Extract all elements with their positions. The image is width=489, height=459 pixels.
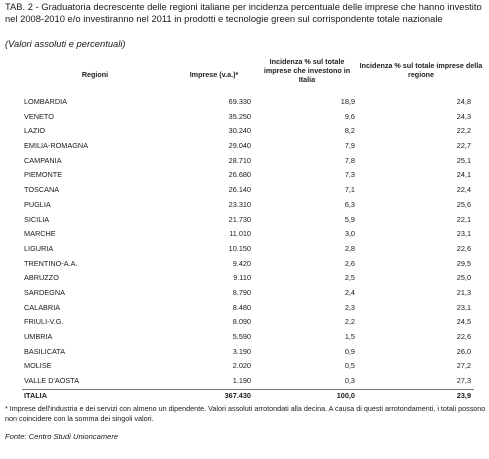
cell-imprese: 3.190 [232, 346, 251, 356]
cell-imprese: 5.590 [232, 332, 251, 341]
cell-regione: VALLE D'AOSTA [24, 376, 80, 386]
table-row [0, 242, 489, 257]
table-total-row [0, 389, 489, 404]
cell-incidenza-regione: 23,1 [456, 229, 471, 239]
cell-regione: VENETO [24, 111, 54, 121]
table-row [0, 124, 489, 139]
cell-imprese: 69.330 [228, 97, 251, 106]
cell-imprese: 23.310 [228, 199, 251, 209]
cell-incidenza-regione: 22,1 [456, 214, 471, 224]
cell-incidenza-italia: 5,9 [344, 214, 355, 224]
table-row [0, 154, 489, 169]
cell-incidenza-italia: 0,5 [344, 361, 355, 371]
cell-imprese: 10.150 [228, 243, 251, 253]
cell-imprese: 21.730 [228, 214, 251, 224]
table-row [0, 330, 489, 345]
cell-incidenza-regione: 22,6 [456, 332, 471, 341]
cell-incidenza-regione: 22,4 [456, 185, 471, 195]
cell-incidenza-italia: 2,8 [344, 243, 355, 253]
cell-incidenza-regione: 24,8 [456, 97, 471, 106]
cell-incidenza-regione: 25,6 [456, 199, 471, 209]
cell-imprese: 28.710 [228, 155, 251, 165]
cell-imprese: 35.250 [228, 111, 251, 121]
cell-imprese: 2.020 [232, 361, 251, 371]
table-row [0, 374, 489, 389]
table-row [0, 359, 489, 374]
table-row [0, 301, 489, 316]
table-subtitle: (Valori assoluti e percentuali) [5, 38, 126, 49]
cell-incidenza-regione: 23,9 [456, 390, 471, 400]
cell-incidenza-italia: 7,3 [344, 170, 355, 180]
cell-incidenza-regione: 27,2 [456, 361, 471, 371]
cell-imprese: 26.140 [228, 185, 251, 195]
cell-imprese: 30.240 [228, 126, 251, 136]
cell-regione: ABRUZZO [24, 273, 59, 283]
cell-incidenza-regione: 26,0 [456, 346, 471, 356]
cell-incidenza-italia: 8,2 [344, 126, 355, 136]
table-row [0, 271, 489, 286]
table-row [0, 286, 489, 301]
cell-incidenza-italia: 2,2 [344, 317, 355, 327]
cell-incidenza-italia: 2,6 [344, 258, 355, 268]
cell-regione: MARCHE [24, 229, 56, 239]
cell-incidenza-regione: 21,3 [456, 287, 471, 297]
cell-imprese: 11.010 [229, 229, 251, 239]
table-body [0, 95, 489, 403]
table-row [0, 183, 489, 198]
cell-incidenza-italia: 18,9 [340, 97, 355, 106]
source-note: Fonte: Centro Studi Unioncamere [5, 432, 119, 441]
cell-imprese: 8.480 [232, 302, 251, 312]
cell-imprese: 1.190 [232, 376, 251, 386]
table-row [0, 213, 489, 228]
header-imprese: Imprese (v.a.)* [189, 70, 239, 79]
header-incidenza-italia: Incidenza % sul totale imprese che investono in Italia [263, 57, 351, 84]
cell-regione: SARDEGNA [24, 287, 65, 297]
cell-regione: PUGLIA [24, 199, 51, 209]
table-row [0, 227, 489, 242]
cell-incidenza-regione: 24,1 [456, 170, 471, 180]
cell-incidenza-regione: 23,1 [456, 302, 471, 312]
cell-imprese: 9.110 [233, 273, 251, 283]
cell-imprese: 26.680 [228, 170, 251, 180]
cell-incidenza-regione: 25,1 [456, 155, 471, 165]
header-incidenza-regione: Incidenza % sul totale imprese della regione [359, 61, 483, 79]
cell-imprese: 8.090 [232, 317, 251, 327]
cell-regione: CAMPANIA [24, 155, 62, 165]
cell-incidenza-italia: 9,6 [344, 111, 355, 121]
cell-regione: EMILIA-ROMAGNA [24, 141, 89, 151]
cell-regione: TRENTINO-A.A. [24, 258, 78, 268]
table-title: TAB. 2 - Graduatoria decrescente delle regioni italiane per incidenza percentuale delle imprese che hanno investito nel 2008-2010 e/o investiranno nel 2011 in prodotti e tecnologie green sul corrispondente totale nazionale [5, 1, 482, 25]
cell-incidenza-italia: 1,5 [344, 332, 355, 341]
cell-regione: SICILIA [24, 214, 50, 224]
cell-incidenza-italia: 7,9 [344, 141, 355, 151]
table-row [0, 257, 489, 272]
cell-regione: CALABRIA [24, 302, 61, 312]
table-row [0, 139, 489, 154]
cell-regione: UMBRIA [24, 332, 53, 341]
cell-incidenza-italia: 6,3 [344, 199, 355, 209]
cell-incidenza-regione: 27,3 [456, 376, 471, 386]
cell-incidenza-italia: 3,0 [344, 229, 355, 239]
cell-imprese: 8.790 [232, 287, 251, 297]
cell-incidenza-regione: 22,2 [456, 126, 471, 136]
cell-incidenza-italia: 7,1 [344, 185, 355, 195]
table-row [0, 198, 489, 213]
cell-incidenza-italia: 0,9 [344, 346, 355, 356]
cell-regione: TOSCANA [24, 185, 60, 195]
cell-incidenza-regione: 22,6 [456, 243, 471, 253]
cell-incidenza-regione: 22,7 [456, 141, 471, 151]
cell-imprese: 367.430 [224, 390, 251, 400]
cell-regione: FRIULI-V.G. [24, 317, 64, 327]
cell-regione: LOMBARDIA [24, 97, 67, 106]
cell-imprese: 29.040 [228, 141, 251, 151]
cell-incidenza-italia: 100,0 [336, 390, 355, 400]
cell-regione: PIEMONTE [24, 170, 63, 180]
cell-incidenza-regione: 24,3 [456, 111, 471, 121]
cell-regione: MOLISE [24, 361, 52, 371]
table-row [0, 110, 489, 125]
cell-incidenza-italia: 7,8 [344, 155, 355, 165]
cell-incidenza-regione: 24,5 [456, 317, 471, 327]
cell-incidenza-italia: 2,5 [344, 273, 355, 283]
cell-regione: BASILICATA [24, 346, 66, 356]
cell-incidenza-italia: 2,4 [344, 287, 355, 297]
cell-regione: LIGURIA [24, 243, 54, 253]
header-regioni: Regioni [81, 70, 109, 79]
table-row [0, 168, 489, 183]
cell-incidenza-regione: 25,0 [456, 273, 471, 283]
footnote: * Imprese dell'industria e dei servizi con almeno un dipendente. Valori assoluti arrotondati alla decina. A causa di questi arrotondamenti, i totali possono non coincidere con la somma dei singoli valori. [5, 404, 486, 424]
cell-imprese: 9.420 [232, 258, 251, 268]
cell-regione: LAZIO [24, 126, 46, 136]
table-row [0, 315, 489, 330]
table-row [0, 345, 489, 360]
cell-incidenza-italia: 2,3 [344, 302, 355, 312]
cell-regione: ITALIA [24, 390, 47, 400]
cell-incidenza-italia: 0,3 [344, 376, 355, 386]
table-row [0, 95, 489, 110]
cell-incidenza-regione: 29,5 [456, 258, 471, 268]
